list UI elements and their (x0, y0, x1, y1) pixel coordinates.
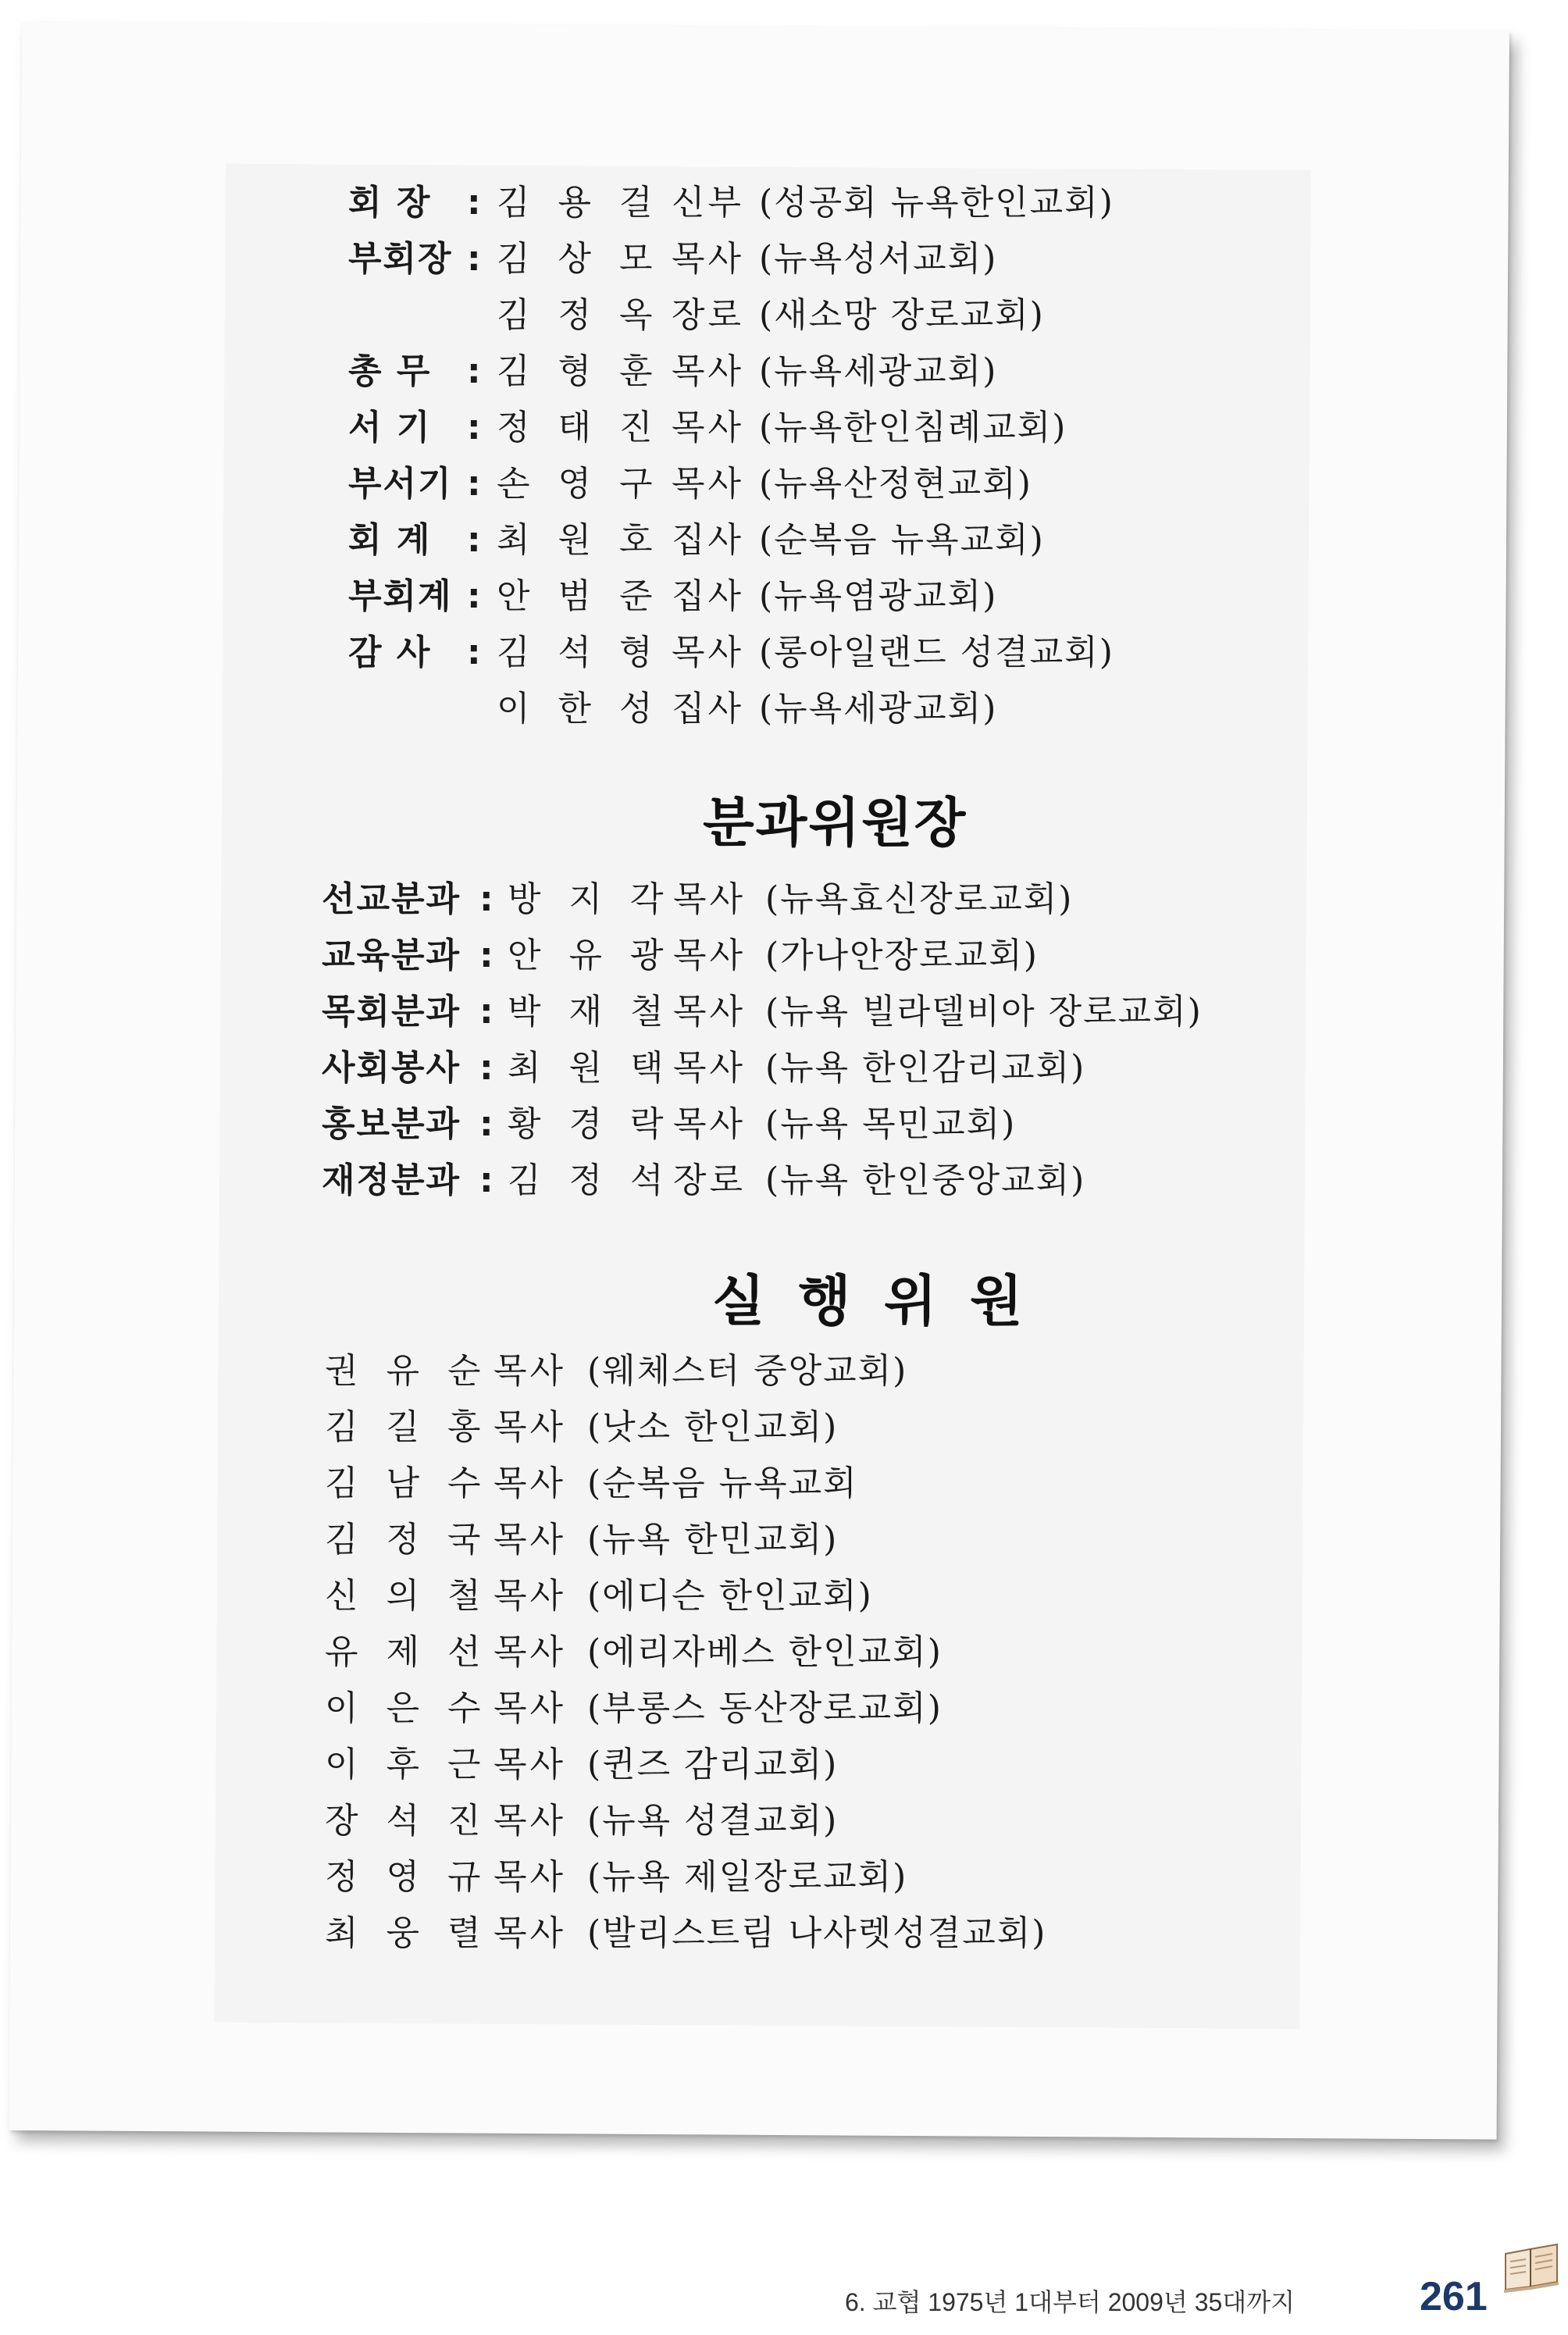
person-title: 목사 (494, 1688, 567, 1728)
label-colon: : (467, 633, 481, 672)
person-title: 신부 (672, 183, 745, 223)
roster-row (0, 686, 1568, 733)
roster-row (0, 876, 1568, 923)
church-name: (뉴욕 빌라델비아 장로교회) (765, 992, 1203, 1032)
person-name: 권유순 (325, 1351, 509, 1391)
person-name: 김남수 (325, 1463, 509, 1503)
person-title: 목사 (672, 633, 745, 672)
person-name: 손영구 (497, 464, 681, 504)
person-title: 장로 (672, 295, 745, 335)
person-name: 정태진 (497, 408, 681, 447)
person-title: 목사 (672, 351, 745, 391)
position-label: 재정분과 (322, 1160, 461, 1200)
roster-row (0, 629, 1568, 676)
church-name: (뉴욕 한민교회) (587, 1520, 839, 1560)
church-name: (뉴욕염광교회) (759, 576, 998, 616)
person-title: 목사 (494, 1576, 567, 1616)
label-colon: : (479, 1160, 494, 1200)
person-name: 방지각 (508, 879, 692, 919)
position-label: 회 장 (348, 183, 432, 223)
person-title: 목사 (494, 1857, 567, 1897)
person-title: 목사 (494, 1913, 567, 1953)
person-title: 목사 (672, 464, 745, 504)
church-name: (발리스트림 나사렛성결교회) (587, 1913, 1047, 1953)
person-name: 황경락 (508, 1104, 692, 1144)
person-name: 이은수 (325, 1688, 509, 1728)
person-title: 집사 (672, 576, 745, 616)
position-label: 부회장 (348, 239, 453, 279)
person-name: 김형훈 (497, 351, 681, 391)
page-number: 261 (1420, 2274, 1488, 2319)
label-colon: : (467, 351, 481, 391)
church-name: (성공회 뉴욕한인교회) (759, 183, 1114, 223)
person-name: 최웅렬 (325, 1913, 509, 1953)
church-name: (뉴욕 목민교회) (765, 1104, 1017, 1144)
church-name: (퀸즈 감리교회) (587, 1745, 839, 1784)
person-title: 목사 (673, 879, 747, 919)
roster-row (0, 1404, 1568, 1451)
church-name: (롱아일랜드 성결교회) (759, 633, 1114, 672)
label-colon: : (467, 464, 481, 504)
person-title: 목사 (494, 1520, 567, 1560)
person-title: 목사 (494, 1632, 567, 1672)
church-name: (뉴욕효신장로교회) (765, 879, 1074, 919)
roster-row (0, 517, 1568, 564)
label-colon: : (467, 520, 481, 560)
person-title: 목사 (672, 239, 745, 279)
church-name: (뉴욕 한인감리교회) (765, 1048, 1086, 1088)
person-name: 정영규 (325, 1857, 509, 1897)
roster-row (0, 236, 1568, 283)
label-colon: : (479, 1104, 494, 1144)
person-name: 최원호 (497, 520, 681, 560)
roster-row (0, 348, 1568, 395)
position-label: 회 계 (348, 520, 432, 560)
person-name: 이한성 (497, 689, 681, 729)
roster-row (0, 461, 1568, 508)
person-name: 김석형 (497, 633, 681, 672)
person-name: 김용걸 (497, 183, 681, 223)
roster-row (0, 1685, 1568, 1732)
church-name: (가나안장로교회) (765, 936, 1039, 975)
church-name: (뉴욕성서교회) (759, 239, 998, 279)
person-name: 김정국 (325, 1520, 509, 1560)
label-colon: : (467, 408, 481, 447)
roster-row (0, 1854, 1568, 1901)
position-label: 홍보분과 (322, 1104, 461, 1144)
position-label: 사회봉사 (322, 1048, 461, 1088)
person-title: 목사 (673, 992, 747, 1032)
person-title: 집사 (672, 689, 745, 729)
footer-chapter-title: 6. 교협 1975년 1대부터 2009년 35대까지 (845, 2288, 1295, 2316)
position-label: 총 무 (348, 351, 432, 391)
book-icon (1501, 2238, 1562, 2293)
person-name: 장석진 (325, 1801, 509, 1841)
label-colon: : (479, 879, 494, 919)
person-name: 박재철 (508, 992, 692, 1032)
church-name: (뉴욕세광교회) (759, 351, 998, 391)
roster-row (0, 1629, 1568, 1676)
roster-row (0, 1517, 1568, 1563)
person-title: 목사 (673, 1048, 747, 1088)
roster-row (0, 1460, 1568, 1507)
roster-row (0, 1157, 1568, 1204)
roster-row (0, 1045, 1568, 1092)
person-title: 목사 (494, 1745, 567, 1784)
church-name: (뉴욕세광교회) (759, 689, 998, 729)
committee-heading: 분과위원장 (703, 793, 968, 854)
roster-row (0, 1101, 1568, 1148)
person-name: 신의철 (325, 1576, 509, 1616)
roster-row (0, 1573, 1568, 1620)
position-label: 목회분과 (322, 992, 461, 1032)
church-name: (에리자베스 한인교회) (587, 1632, 943, 1672)
church-name: (뉴욕산정현교회) (759, 464, 1032, 504)
church-name: (뉴욕한인침례교회) (759, 408, 1067, 447)
person-name: 유제선 (325, 1632, 509, 1672)
roster-row (0, 1348, 1568, 1395)
church-name: (순복음 뉴욕교회 (587, 1463, 858, 1503)
roster-row (0, 405, 1568, 451)
church-name: (부롱스 동산장로교회) (587, 1688, 943, 1728)
roster-row (0, 573, 1568, 620)
person-title: 집사 (672, 520, 745, 560)
roster-row (0, 932, 1568, 979)
person-title: 목사 (673, 936, 747, 975)
label-colon: : (467, 576, 481, 616)
label-colon: : (479, 1048, 494, 1088)
person-title: 목사 (673, 1104, 747, 1144)
person-title: 목사 (494, 1407, 567, 1447)
person-name: 안범준 (497, 576, 681, 616)
church-name: (순복음 뉴욕교회) (759, 520, 1045, 560)
roster-row (0, 180, 1568, 226)
church-name: (새소망 장로교회) (759, 295, 1045, 335)
church-name: (뉴욕 제일장로교회) (587, 1857, 908, 1897)
position-label: 교육분과 (322, 936, 461, 975)
roster-row (0, 989, 1568, 1036)
church-name: (뉴욕 성결교회) (587, 1801, 839, 1841)
label-colon: : (479, 992, 494, 1032)
person-title: 목사 (494, 1351, 567, 1391)
position-label: 선교분과 (322, 879, 461, 919)
church-name: (뉴욕 한인중앙교회) (765, 1160, 1086, 1200)
label-colon: : (467, 239, 481, 279)
person-name: 안유광 (508, 936, 692, 975)
person-title: 목사 (494, 1463, 567, 1503)
person-name: 최원택 (508, 1048, 692, 1088)
roster-row (0, 1741, 1568, 1788)
person-name: 이후근 (325, 1745, 509, 1784)
label-colon: : (479, 936, 494, 975)
executive-heading: 실 행 위 원 (712, 1269, 1023, 1333)
roster-row (0, 1798, 1568, 1845)
person-title: 장로 (673, 1160, 747, 1200)
roster-row (0, 1910, 1568, 1957)
church-name: (에디슨 한인교회) (587, 1576, 873, 1616)
position-label: 부서기 (348, 464, 453, 504)
position-label: 서 기 (348, 408, 432, 447)
person-title: 목사 (672, 408, 745, 447)
person-name: 김상모 (497, 239, 681, 279)
church-name: (낫소 한인교회) (587, 1407, 839, 1447)
label-colon: : (467, 183, 481, 223)
person-name: 김길홍 (325, 1407, 509, 1447)
church-name: (웨체스터 중앙교회) (587, 1351, 908, 1391)
person-title: 목사 (494, 1801, 567, 1841)
roster-row (0, 292, 1568, 339)
position-label: 부회계 (348, 576, 453, 616)
person-name: 김정석 (508, 1160, 692, 1200)
person-name: 김정옥 (497, 295, 681, 335)
position-label: 감 사 (348, 633, 432, 672)
